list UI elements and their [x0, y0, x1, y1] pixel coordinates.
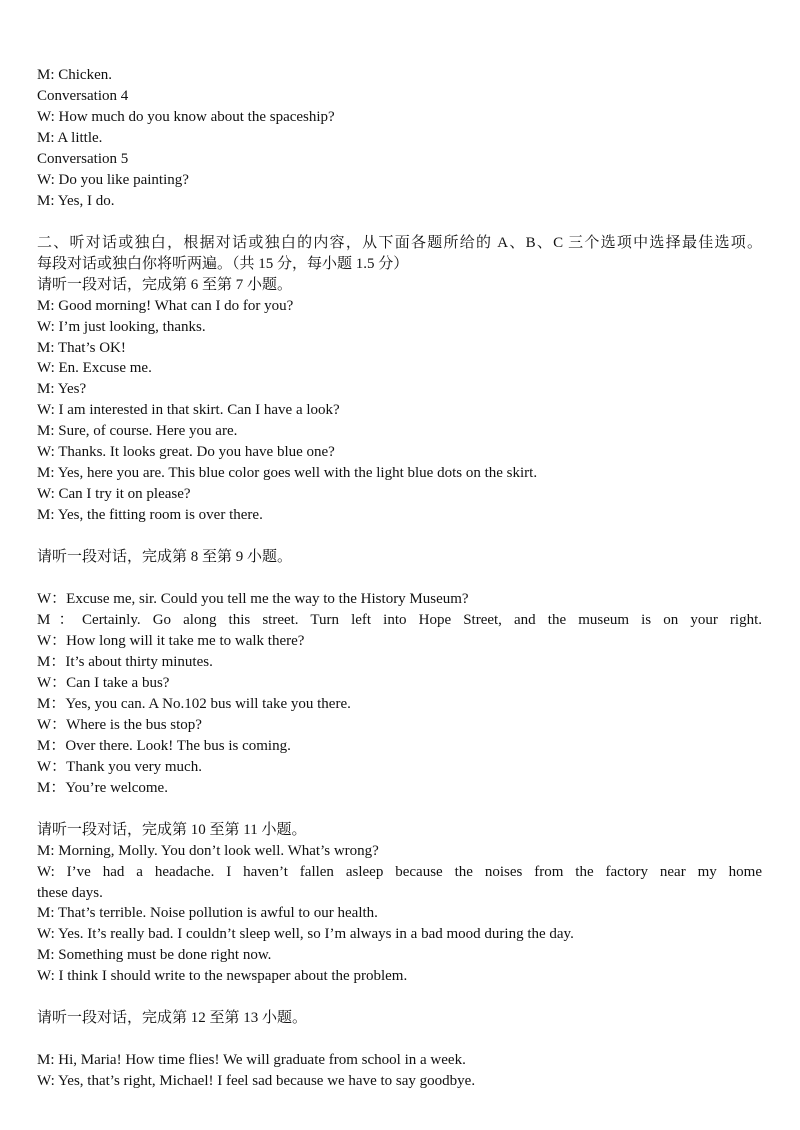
- text-line: M: That’s terrible. Noise pollution is awful to our health.: [37, 905, 378, 921]
- section-heading: 二、听对话或独白，根据对话或独白的内容，从下面各题所给的 A、B、C 三个选项中选择最佳选项。: [37, 235, 762, 251]
- text-line: M：It’s about thirty minutes.: [37, 654, 213, 670]
- text-line: W：Excuse me, sir. Could you tell me the way to the History Museum?: [37, 591, 469, 607]
- text-line: W: I am interested in that skirt. Can I have a look?: [37, 402, 340, 418]
- text-line: M: Yes, here you are. This blue color goes well with the light blue dots on the skirt.: [37, 465, 538, 481]
- text-line: W：Where is the bus stop?: [37, 717, 202, 733]
- text-line: M: Yes?: [37, 381, 87, 397]
- text-line: M：You’re welcome.: [37, 780, 168, 796]
- text-line: W: Yes, that’s right, Michael! I feel sad because we have to say goodbye.: [37, 1073, 476, 1089]
- text-line: M：Yes, you can. A No.102 bus will take you there.: [37, 696, 351, 712]
- text-line: W：Thank you very much.: [37, 759, 202, 775]
- text-line: M: A little.: [37, 130, 103, 146]
- text-line: Conversation 5: [37, 151, 129, 167]
- text-line: W: How much do you know about the spaceship?: [37, 109, 335, 125]
- text-line: M: Good morning! What can I do for you?: [37, 298, 294, 314]
- text-line: M: That’s OK!: [37, 340, 126, 356]
- text-line: W: I’ve had a headache. I haven’t fallen asleep because the noises from the factory near my home: [37, 864, 762, 880]
- section-instructions: 每段对话或独白你将听两遍。（共 15 分，每小题 1.5 分）: [37, 256, 409, 272]
- question-prompt: 请听一段对话，完成第 8 至第 9 小题。: [37, 549, 293, 565]
- text-line: W: Yes. It’s really bad. I couldn’t sleep well, so I’m always in a bad mood during the day.: [37, 926, 574, 942]
- text-line: Conversation 4: [37, 88, 129, 104]
- text-line: M：Certainly. Go along this street. Turn left into Hope Street, and the museum is on your right.: [37, 612, 762, 628]
- question-prompt: 请听一段对话，完成第 12 至第 13 小题。: [37, 1010, 308, 1026]
- text-line: these days.: [37, 885, 103, 901]
- text-line: W: En. Excuse me.: [37, 360, 152, 376]
- text-line: M：Over there. Look! The bus is coming.: [37, 738, 291, 754]
- text-line: M: Hi, Maria! How time flies! We will graduate from school in a week.: [37, 1052, 466, 1068]
- text-line: W: Do you like painting?: [37, 172, 189, 188]
- text-line: W：Can I take a bus?: [37, 675, 170, 691]
- text-line: W: I’m just looking, thanks.: [37, 319, 206, 335]
- text-line: M: Yes, I do.: [37, 193, 115, 209]
- text-line: M: Morning, Molly. You don’t look well. What’s wrong?: [37, 843, 379, 859]
- text-line: M: Chicken.: [37, 67, 112, 83]
- question-prompt: 请听一段对话，完成第 6 至第 7 小题。: [37, 277, 293, 293]
- text-line: W: Can I try it on please?: [37, 486, 191, 502]
- text-line: W: I think I should write to the newspaper about the problem.: [37, 968, 408, 984]
- text-line: W: Thanks. It looks great. Do you have blue one?: [37, 444, 335, 460]
- text-line: M: Something must be done right now.: [37, 947, 272, 963]
- question-prompt: 请听一段对话，完成第 10 至第 11 小题。: [37, 822, 307, 838]
- text-line: M: Sure, of course. Here you are.: [37, 423, 238, 439]
- text-line: M: Yes, the fitting room is over there.: [37, 507, 263, 523]
- text-line: W：How long will it take me to walk there?: [37, 633, 305, 649]
